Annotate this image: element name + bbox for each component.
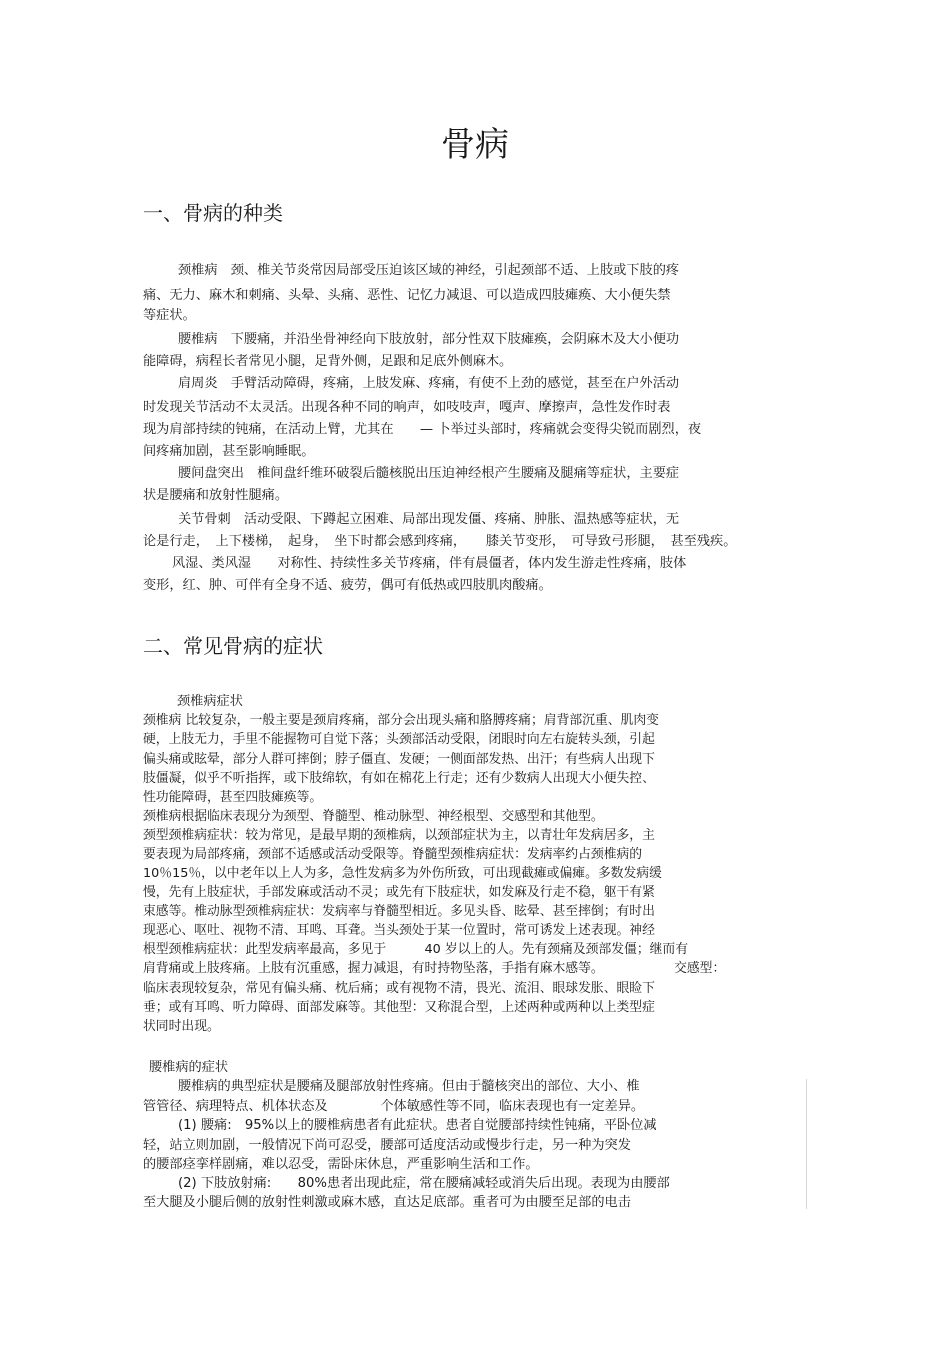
text-line: 肩周炎 手臂活动障碍，疼痛，上肢发麻、疼痛，有使不上劲的感觉，甚至在户外活动 bbox=[178, 376, 680, 391]
text-line: 状是腰痛和放射性腿痛。 bbox=[143, 488, 289, 503]
text-line: 现为肩部持续的钝痛，在活动上臂，尤其在 — 卜举过头部时，疼痛就会变得尖锐而剧烈，夜 bbox=[143, 422, 702, 437]
text-line: 束感等。椎动脉型颈椎病症状：发病率与脊髓型相近。多见头昏、眩晕、甚至摔倒；有时出 bbox=[143, 904, 655, 919]
text-line: 轻，站立则加剧，一般情况下尚可忍受，腰部可适度活动或慢步行走，另一种为突发 bbox=[143, 1138, 631, 1153]
text-line: 慢，先有上肢症状，手部发麻或活动不灵；或先有下肢症状，如发麻及行走不稳，躯干有紧 bbox=[143, 885, 655, 900]
text-line: 管管径、病理特点、机体状态及 个体敏感性等不同，临床表现也有一定差异。 bbox=[143, 1099, 645, 1114]
text-line: 腰椎病的典型症状是腰痛及腿部放射性疼痛。但由于髓核突出的部位、大小、椎 bbox=[178, 1079, 640, 1094]
text-line: 时发现关节活动不太灵活。出现各种不同的响声，如吱吱声，嘎声、摩擦声，急性发作时表 bbox=[143, 400, 671, 415]
text-line: 论是行走， 上下楼梯， 起身， 坐下时都会感到疼痛， 膝关节变形， 可导致弓形腿， 甚至残疾。 bbox=[143, 534, 737, 549]
text-line: 能障碍，病程长者常见小腿，足背外侧，足跟和足底外侧麻木。 bbox=[143, 354, 513, 369]
text-line: 的腰部痉挛样剧痛，难以忍受，需卧床休息，严重影响生活和工作。 bbox=[143, 1157, 539, 1172]
text-line: 临床表现较复杂，常见有偏头痛、枕后痛；或有视物不清，畏光、流泪、眼球发胀、眼睑下 bbox=[143, 981, 655, 996]
text-line: 垂；或有耳鸣、听力障碍、面部发麻等。其他型：又称混合型，上述两种或两种以上类型症 bbox=[143, 1000, 655, 1015]
text-line: 现恶心、呕吐、视物不清、耳鸣、耳聋。当头颈处于某一位置时，常可诱发上述表现。神经 bbox=[143, 923, 655, 938]
text-line: 状同时出现。 bbox=[143, 1019, 220, 1034]
text-line: 颈椎病 颈、椎关节炎常因局部受压迫该区域的神经，引起颈部不适、上肢或下肢的疼 bbox=[178, 263, 680, 278]
text-line: 风湿、类风湿 对称性、持续性多关节疼痛，伴有晨僵者，体内发生游走性疼痛，肢体 bbox=[172, 556, 687, 571]
text-line: 等症状。 bbox=[143, 308, 196, 323]
text-line: 腰椎病 下腰痛，并沿坐骨神经向下肢放射，部分性双下肢瘫痪，会阴麻木及大小便功 bbox=[178, 332, 680, 347]
text-line: 性功能障碍，甚至四肢瘫痪等。 bbox=[143, 790, 323, 805]
text-line: 痛、无力、麻木和刺痛、头晕、头痛、恶性、记忆力减退、可以造成四肢瘫痪、大小便失禁 bbox=[143, 288, 671, 303]
text-line: 要表现为局部疼痛，颈部不适感或活动受限等。脊髓型颈椎病症状：发病率约占颈椎病的 bbox=[143, 847, 643, 862]
text-line: 根型颈椎病症状：此型发病率最高，多见于 40 岁以上的人。先有颈痛及颈部发僵；继而有 bbox=[143, 942, 689, 957]
text-line: 颈椎病 比较复杂，一般主要是颈肩疼痛，部分会出现头痛和胳膊疼痛；肩背部沉重、肌肉变 bbox=[143, 713, 659, 728]
subheading-lumbar: 腰椎病的症状 bbox=[149, 1060, 229, 1075]
text-line: 10％15％，以中老年以上人为多，急性发病多为外伤所致，可出现截瘫或偏瘫。多数发病缓 bbox=[143, 866, 662, 881]
text-line: 关节骨刺 活动受限、下蹲起立困难、局部出现发僵、疼痛、肿胀、温热感等症状，无 bbox=[178, 512, 680, 527]
divider bbox=[806, 1079, 807, 1209]
text-line: 变形，红、肿、可伴有全身不适、疲劳，偶可有低热或四肢肌肉酸痛。 bbox=[143, 578, 552, 593]
text-line: 偏头痛或眩晕，部分人群可摔倒；脖子僵直、发硬；一侧面部发热、出汗；有些病人出现下 bbox=[143, 752, 655, 767]
text-line: 颈椎病根据临床表现分为颈型、脊髓型、椎动脉型、神经根型、交感型和其他型。 bbox=[143, 809, 604, 824]
text-line: 至大腿及小腿后侧的放射性刺激或麻木感，直达足底部。重者可为由腰至足部的电击 bbox=[143, 1195, 631, 1210]
section-heading-types: 一、骨病的种类 bbox=[143, 201, 283, 225]
text-line: (2) 下肢放射痛: 80%患者出现此症，常在腰痛减轻或消失后出现。表现为由腰部 bbox=[178, 1176, 670, 1191]
text-line: 肩背痛或上肢疼痛。上肢有沉重感，握力减退，有时持物坠落，手指有麻木感等。 交感型： bbox=[143, 961, 726, 976]
section-heading-symptoms: 二、常见骨病的症状 bbox=[143, 634, 323, 658]
text-line: 间疼痛加剧，甚至影响睡眠。 bbox=[143, 444, 315, 459]
page-title: 骨病 bbox=[441, 125, 509, 165]
text-line: 颈型颈椎病症状：较为常见，是最早期的颈椎病，以颈部症状为主，以青壮年发病居多，主 bbox=[143, 828, 655, 843]
text-line: 腰间盘突出 椎间盘纤维环破裂后髓核脱出压迫神经根产生腰痛及腿痛等症状，主要症 bbox=[178, 466, 680, 481]
text-line: 硬，上肢无力，手里不能握物可自觉下落；头颈部活动受限，闭眼时向左右旋转头颈，引起 bbox=[143, 732, 655, 747]
subheading-cervical: 颈椎病症状 bbox=[177, 694, 243, 709]
text-line: 肢僵凝，似乎不听指挥，或下肢绵软，有如在棉花上行走；还有少数病人出现大小便失控、 bbox=[143, 771, 655, 786]
text-line: (1) 腰痛: 95%以上的腰椎病患者有此症状。患者自觉腰部持续性钝痛，平卧位减 bbox=[178, 1118, 657, 1133]
